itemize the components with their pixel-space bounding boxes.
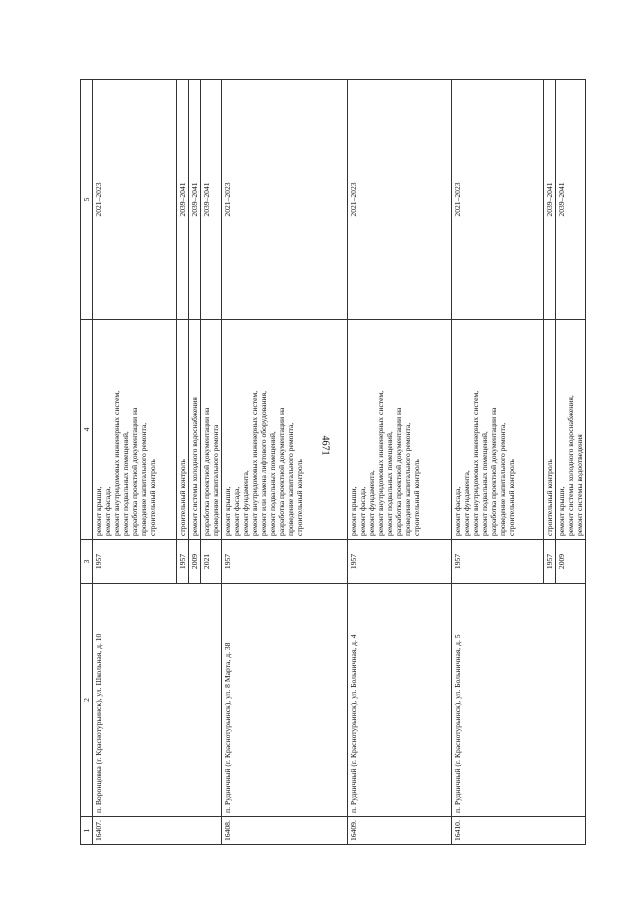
work-item: ремонт крыши, bbox=[94, 486, 103, 536]
work-item: строительный контроль bbox=[412, 459, 421, 536]
year-cell: 2009 bbox=[189, 540, 201, 584]
address-cell: п. Рудничный (г. Краснотурьинск), ул. 8 Марта, д. 38 bbox=[222, 584, 348, 817]
work-item: ремонт фундамента, bbox=[462, 470, 471, 536]
work-item: ремонт системы водоотведения bbox=[575, 434, 584, 536]
work-item: ремонт фасада, bbox=[232, 486, 241, 536]
column-header: 2 bbox=[81, 584, 93, 817]
column-header: 1 bbox=[81, 817, 93, 845]
works-cell bbox=[544, 320, 556, 540]
work-item: ремонт фундамента, bbox=[241, 470, 250, 536]
work-item: проведение капитального ремонта, bbox=[286, 422, 295, 536]
year-cell: 1957 bbox=[222, 540, 348, 584]
work-item: ремонт подвальных помещений, bbox=[268, 431, 277, 536]
work-item: ремонт внутридомовых инженерных систем, bbox=[471, 390, 480, 536]
year-cell: 2009 bbox=[556, 540, 586, 584]
period-cell: 2039–2041 bbox=[177, 80, 189, 320]
period-cell: 2021–2023 bbox=[222, 80, 348, 320]
work-item: ремонт фасада, bbox=[103, 486, 112, 536]
work-item: ремонт системы холодного водоснабжения bbox=[190, 397, 199, 536]
work-item: ремонт крыши, bbox=[223, 486, 232, 536]
row-number: 16408. bbox=[222, 817, 348, 845]
address-cell: п. Воронцовка (г. Краснотурьинск), ул. Школьная, д. 10 bbox=[93, 584, 222, 817]
work-item: ремонт внутридомовых инженерных систем, bbox=[250, 390, 259, 536]
work-item: ремонт внутридомовых инженерных систем, bbox=[112, 390, 121, 536]
row-number: 16410. bbox=[452, 817, 586, 845]
address-cell: п. Рудничный (г. Краснотурьинск), ул. Больничная, д. 4 bbox=[348, 584, 452, 817]
capital-repair-table bbox=[80, 79, 586, 845]
period-cell: 2021–2023 bbox=[452, 80, 544, 320]
table-row bbox=[348, 80, 452, 845]
period-cell: 2039–2041 bbox=[544, 80, 556, 320]
work-item: ремонт подвальных помещений, bbox=[385, 431, 394, 536]
work-item: разработка проектной документации на bbox=[130, 407, 139, 536]
works-cell bbox=[93, 320, 177, 540]
column-header: 4 bbox=[81, 320, 93, 540]
work-item: строительный контроль bbox=[545, 459, 554, 536]
works-cell bbox=[201, 320, 222, 540]
work-item: ремонт системы холодного водоснабжения, bbox=[566, 395, 575, 536]
work-item: ремонт фасада, bbox=[358, 486, 367, 536]
work-item: строительный контроль bbox=[507, 459, 516, 536]
table-body bbox=[81, 80, 586, 845]
work-item: строительный контроль bbox=[148, 459, 157, 536]
work-item: ремонт подвальных помещений, bbox=[480, 431, 489, 536]
work-item: разработка проектной документации на bbox=[489, 407, 498, 536]
work-item: разработка проектной документации на bbox=[277, 407, 286, 536]
column-header: 3 bbox=[81, 540, 93, 584]
year-cell: 1957 bbox=[93, 540, 177, 584]
work-item: ремонт крыши, bbox=[349, 486, 358, 536]
works-cell bbox=[222, 320, 348, 540]
works-cell bbox=[556, 320, 586, 540]
work-item: проведение капитального ремонта, bbox=[498, 422, 507, 536]
document-table-container bbox=[80, 80, 600, 845]
year-cell: 1957 bbox=[177, 540, 189, 584]
work-item: разработка проектной документации на bbox=[394, 407, 403, 536]
works-cell bbox=[189, 320, 201, 540]
work-item: ремонт подвальных помещений, bbox=[121, 431, 130, 536]
period-cell: 2039–2041 bbox=[201, 80, 222, 320]
year-cell: 2021 bbox=[201, 540, 222, 584]
work-item: строительный контроль bbox=[295, 459, 304, 536]
work-item: строительный контроль bbox=[178, 459, 187, 536]
table-row bbox=[222, 80, 348, 845]
row-number: 16407. bbox=[93, 817, 222, 845]
row-number: 16409. bbox=[348, 817, 452, 845]
works-cell bbox=[452, 320, 544, 540]
work-item: ремонт или замена лифтового оборудования, bbox=[259, 391, 268, 536]
works-cell bbox=[177, 320, 189, 540]
period-cell: 2021–2023 bbox=[93, 80, 177, 320]
works-cell bbox=[348, 320, 452, 540]
address-cell: п. Рудничный (г. Краснотурьинск), ул. Больничная, д. 5 bbox=[452, 584, 586, 817]
work-item: разработка проектной документации на bbox=[202, 407, 211, 536]
table-row bbox=[93, 80, 177, 845]
period-cell: 2039–2041 bbox=[189, 80, 201, 320]
year-cell: 1957 bbox=[452, 540, 544, 584]
column-header: 5 bbox=[81, 80, 93, 320]
work-item: ремонт фундамента, bbox=[367, 470, 376, 536]
work-item: проведение капитального ремонта, bbox=[403, 422, 412, 536]
period-cell: 2039–2041 bbox=[556, 80, 586, 320]
year-cell: 1957 bbox=[544, 540, 556, 584]
page-number: 4671 bbox=[319, 435, 331, 456]
column-number-header bbox=[81, 80, 93, 845]
work-item: ремонт крыши, bbox=[557, 486, 566, 536]
work-item: проведение капитального ремонта, bbox=[139, 422, 148, 536]
work-item: ремонт внутридомовых инженерных систем, bbox=[376, 390, 385, 536]
year-cell: 1957 bbox=[348, 540, 452, 584]
work-item: проведение капитального ремонта bbox=[211, 424, 220, 536]
table-row bbox=[452, 80, 544, 845]
period-cell: 2021–2023 bbox=[348, 80, 452, 320]
work-item: ремонт фасада, bbox=[453, 486, 462, 536]
